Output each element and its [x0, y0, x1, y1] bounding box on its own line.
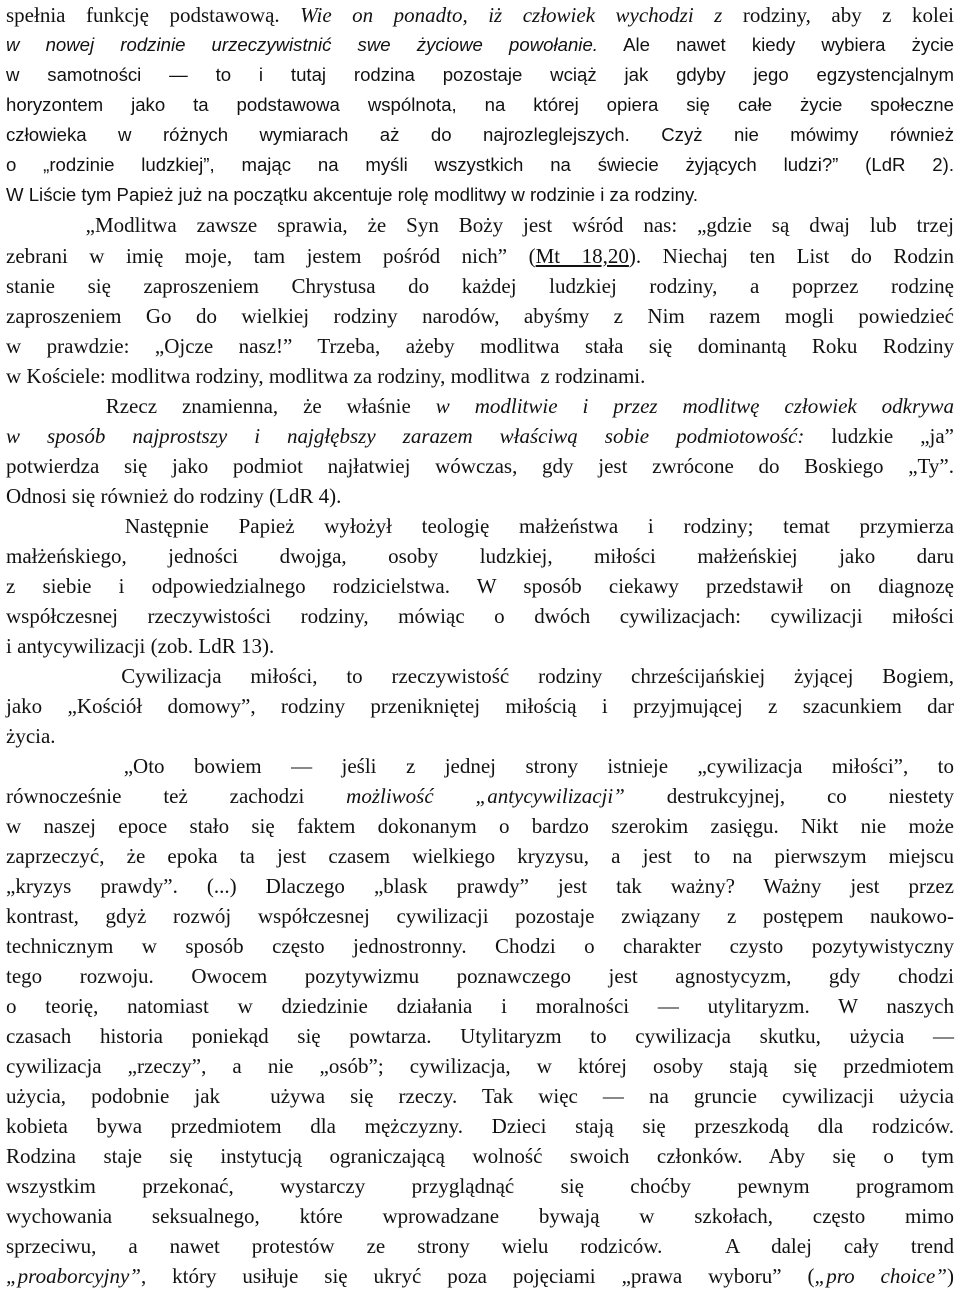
text-segment: ludzkie „ja”: [804, 424, 955, 448]
text-segment: destrukcyjnej, co niestety: [624, 784, 954, 808]
text-segment: Ale nawet kiedy wybiera życie: [597, 34, 954, 55]
text-segment: ). Niechaj ten List do Rodzin: [628, 244, 955, 268]
text-segment: rodziny, aby z kolei: [742, 3, 954, 27]
text-line: [6, 361, 954, 391]
text-segment: kobieta bywa przedmiotem dla mężczyzny. Dzieci stają się przeszkodą dla rodziców.: [6, 1114, 954, 1138]
text-segment: równocześnie też zachodzi: [6, 784, 347, 808]
text-segment: czasach historia poniekąd się powtarza. Utylitaryzm to cywilizacja skutku, użycia —: [6, 1024, 954, 1048]
text-line: [6, 541, 954, 571]
text-segment: w samotności — to i tutaj rodzina pozostaje wciąż jak gdyby jego egzystencjalnym: [6, 64, 954, 85]
text-segment: w naszej epoce stało się faktem dokonanym o bardzo szerokim zasięgu. Nikt nie może: [6, 814, 954, 838]
text-line: [6, 150, 954, 180]
text-line: [6, 1231, 954, 1261]
text-segment: sprzeciwu, a nawet protestów ze strony wielu rodziców. A dalej cały trend: [6, 1234, 954, 1258]
italic-text: w sposób najprostszy i najgłębszy zarazem właściwą sobie podmiotowość:: [6, 424, 805, 448]
text-line: [6, 721, 954, 751]
text-segment: „Modlitwa zawsze sprawia, że Syn Boży jest wśród nas: „gdzie są dwaj lub trzej: [6, 213, 954, 237]
text-line: [6, 931, 954, 961]
text-segment: „kryzys prawdy”. (...) Dlaczego „blask prawdy” jest tak ważny? Ważny jest przez: [6, 874, 954, 898]
text-line: [6, 1141, 954, 1171]
text-line: [6, 241, 954, 271]
text-segment: o teorię, natomiast w dziedzinie działania i moralności — utylitaryzm. W naszych: [6, 994, 954, 1018]
text-line: [6, 1111, 954, 1141]
text-line: [6, 781, 954, 811]
text-segment: Rodzina staje się instytucją ograniczającą wolność swoich członków. Aby się o tym: [6, 1144, 954, 1168]
italic-text: Wie on ponadto, iż człowiek wychodzi z: [300, 3, 743, 27]
text-segment: „Oto bowiem — jeśli z jednej strony istnieje „cywilizacja miłości”, to: [6, 754, 954, 778]
text-segment: małżeńskiego, jedności dwojga, osoby ludzkiej, miłości małżeńskiej jako daru: [6, 544, 954, 568]
text-segment: Odnosi się również do rodziny (LdR 4).: [6, 484, 342, 508]
text-line: [6, 631, 954, 661]
text-line: [6, 1051, 954, 1081]
text-line: [6, 841, 954, 871]
text-line: [6, 661, 954, 691]
text-segment: technicznym w sposób często jednostronny. Chodzi o charakter czysto pozytywistyczny: [6, 934, 954, 958]
text-line: [6, 961, 954, 991]
text-segment: spełnia funkcję podstawową.: [6, 3, 301, 27]
text-segment: wychowania seksualnego, które wprowadzane bywają w szkołach, często mimo: [6, 1204, 954, 1228]
text-segment: użycia, podobnie jak używa się rzeczy. Tak więc — na gruncie cywilizacji użycia: [6, 1084, 954, 1108]
text-line: [6, 871, 954, 901]
text-segment: ): [947, 1264, 954, 1288]
text-line: [6, 751, 954, 781]
text-line: [6, 601, 954, 631]
text-segment: Rzecz znamienna, że właśnie: [6, 394, 436, 418]
text-line: [6, 0, 954, 30]
text-segment: horyzontem jako ta podstawowa wspólnota, na której opiera się całe życie społeczne: [6, 94, 954, 115]
text-line: [6, 1171, 954, 1201]
italic-text: możliwość „antycywilizacji”: [346, 784, 625, 808]
italic-text: „proaborcyjny”: [6, 1264, 141, 1288]
text-line: [6, 991, 954, 1021]
text-line: [6, 1081, 954, 1111]
text-segment: W Liście tym Papież już na początku akcentuje rolę modlitwy w rodzinie i za rodziny.: [6, 184, 699, 205]
text-segment: stanie się zaproszeniem Chrystusa do każdej ludzkiej rodziny, a poprzez rodzinę: [6, 274, 954, 298]
text-line: [6, 571, 954, 601]
text-line: [6, 301, 954, 331]
italic-text: w modlitwie i przez modlitwę człowiek odkrywa: [435, 394, 954, 418]
text-line: [6, 271, 954, 301]
text-line: [6, 180, 954, 210]
text-line: [6, 691, 954, 721]
text-line: [6, 1261, 954, 1291]
text-line: [6, 901, 954, 931]
text-line: [6, 1021, 954, 1051]
text-line: [6, 1201, 954, 1231]
text-segment: współczesnej rzeczywistości rodziny, mówiąc o dwóch cywilizacjach: cywilizacji miłości: [6, 604, 954, 628]
text-segment: Cywilizacja miłości, to rzeczywistość rodziny chrześcijańskiej żyjącej Bogiem,: [6, 664, 954, 688]
text-segment: człowieka w różnych wymiarach aż do najrozleglejszych. Czyż nie mówimy również: [6, 124, 954, 145]
italic-text: „pro choice”: [814, 1264, 947, 1288]
text-segment: z siebie i odpowiedzialnego rodzicielstwa. W sposób ciekawy przedstawił on diagnozę: [6, 574, 954, 598]
text-segment: Następnie Papież wyłożył teologię małżeństwa i rodziny; temat przymierza: [6, 514, 954, 538]
text-segment: w prawdzie: „Ojcze nasz!” Trzeba, ażeby modlitwa stała się dominantą Roku Rodziny: [6, 334, 954, 358]
text-line: [6, 451, 954, 481]
text-line: [6, 60, 954, 90]
text-segment: wszystkim przekonać, wystarczy przyglądnąć się choćby pewnym programom: [6, 1174, 954, 1198]
text-segment: tego rozwoju. Owocem pozytywizmu poznawczego jest agnostycyzm, gdy chodzi: [6, 964, 954, 988]
text-line: [6, 331, 954, 361]
text-segment: cywilizacja „rzeczy”, a nie „osób”; cywilizacja, w której osoby stają się przedmiotem: [6, 1054, 954, 1078]
text-segment: w Kościele: modlitwa rodziny, modlitwa za rodziny, modlitwa z rodzinami.: [6, 364, 646, 388]
text-segment: życia.: [6, 724, 56, 748]
underlined-reference: Mt 18,20: [535, 244, 629, 268]
text-line: [6, 120, 954, 150]
text-line: [6, 391, 954, 421]
text-line: [6, 90, 954, 120]
text-segment: zaprzeczyć, że epoka ta jest czasem wielkiego kryzysu, a jest to na pierwszym miejscu: [6, 844, 954, 868]
text-segment: o „rodzinie ludzkiej”, mając na myśli wszystkich na świecie żyjących ludzi?” (LdR 2).: [6, 154, 954, 175]
text-segment: kontrast, gdyż rozwój współczesnej cywilizacji pozostaje związany z postępem naukowo-: [6, 904, 954, 928]
text-segment: i antycywilizacji (zob. LdR 13).: [6, 634, 275, 658]
text-segment: , który usiłuje się ukryć poza pojęciami „prawa wyboru” (: [140, 1264, 815, 1288]
text-line: [6, 421, 954, 451]
text-line: [6, 210, 954, 240]
text-line: [6, 811, 954, 841]
text-segment: zebrani w imię moje, tam jestem pośród nich” (: [6, 244, 536, 268]
italic-text: w nowej rodzinie urzeczywistnić swe życiowe powołanie.: [6, 34, 598, 55]
text-segment: zaproszeniem Go do wielkiej rodziny narodów, abyśmy z Nim razem mogli powiedzieć: [6, 304, 954, 328]
text-line: [6, 511, 954, 541]
text-segment: jako „Kościół domowy”, rodziny przenikniętej miłością i przyjmującej z szacunkiem dar: [6, 694, 954, 718]
text-line: [6, 30, 954, 60]
text-line: [6, 481, 954, 511]
text-segment: potwierdza się jako podmiot najłatwiej wówczas, gdy jest zwrócone do Boskiego „Ty”.: [6, 454, 954, 478]
